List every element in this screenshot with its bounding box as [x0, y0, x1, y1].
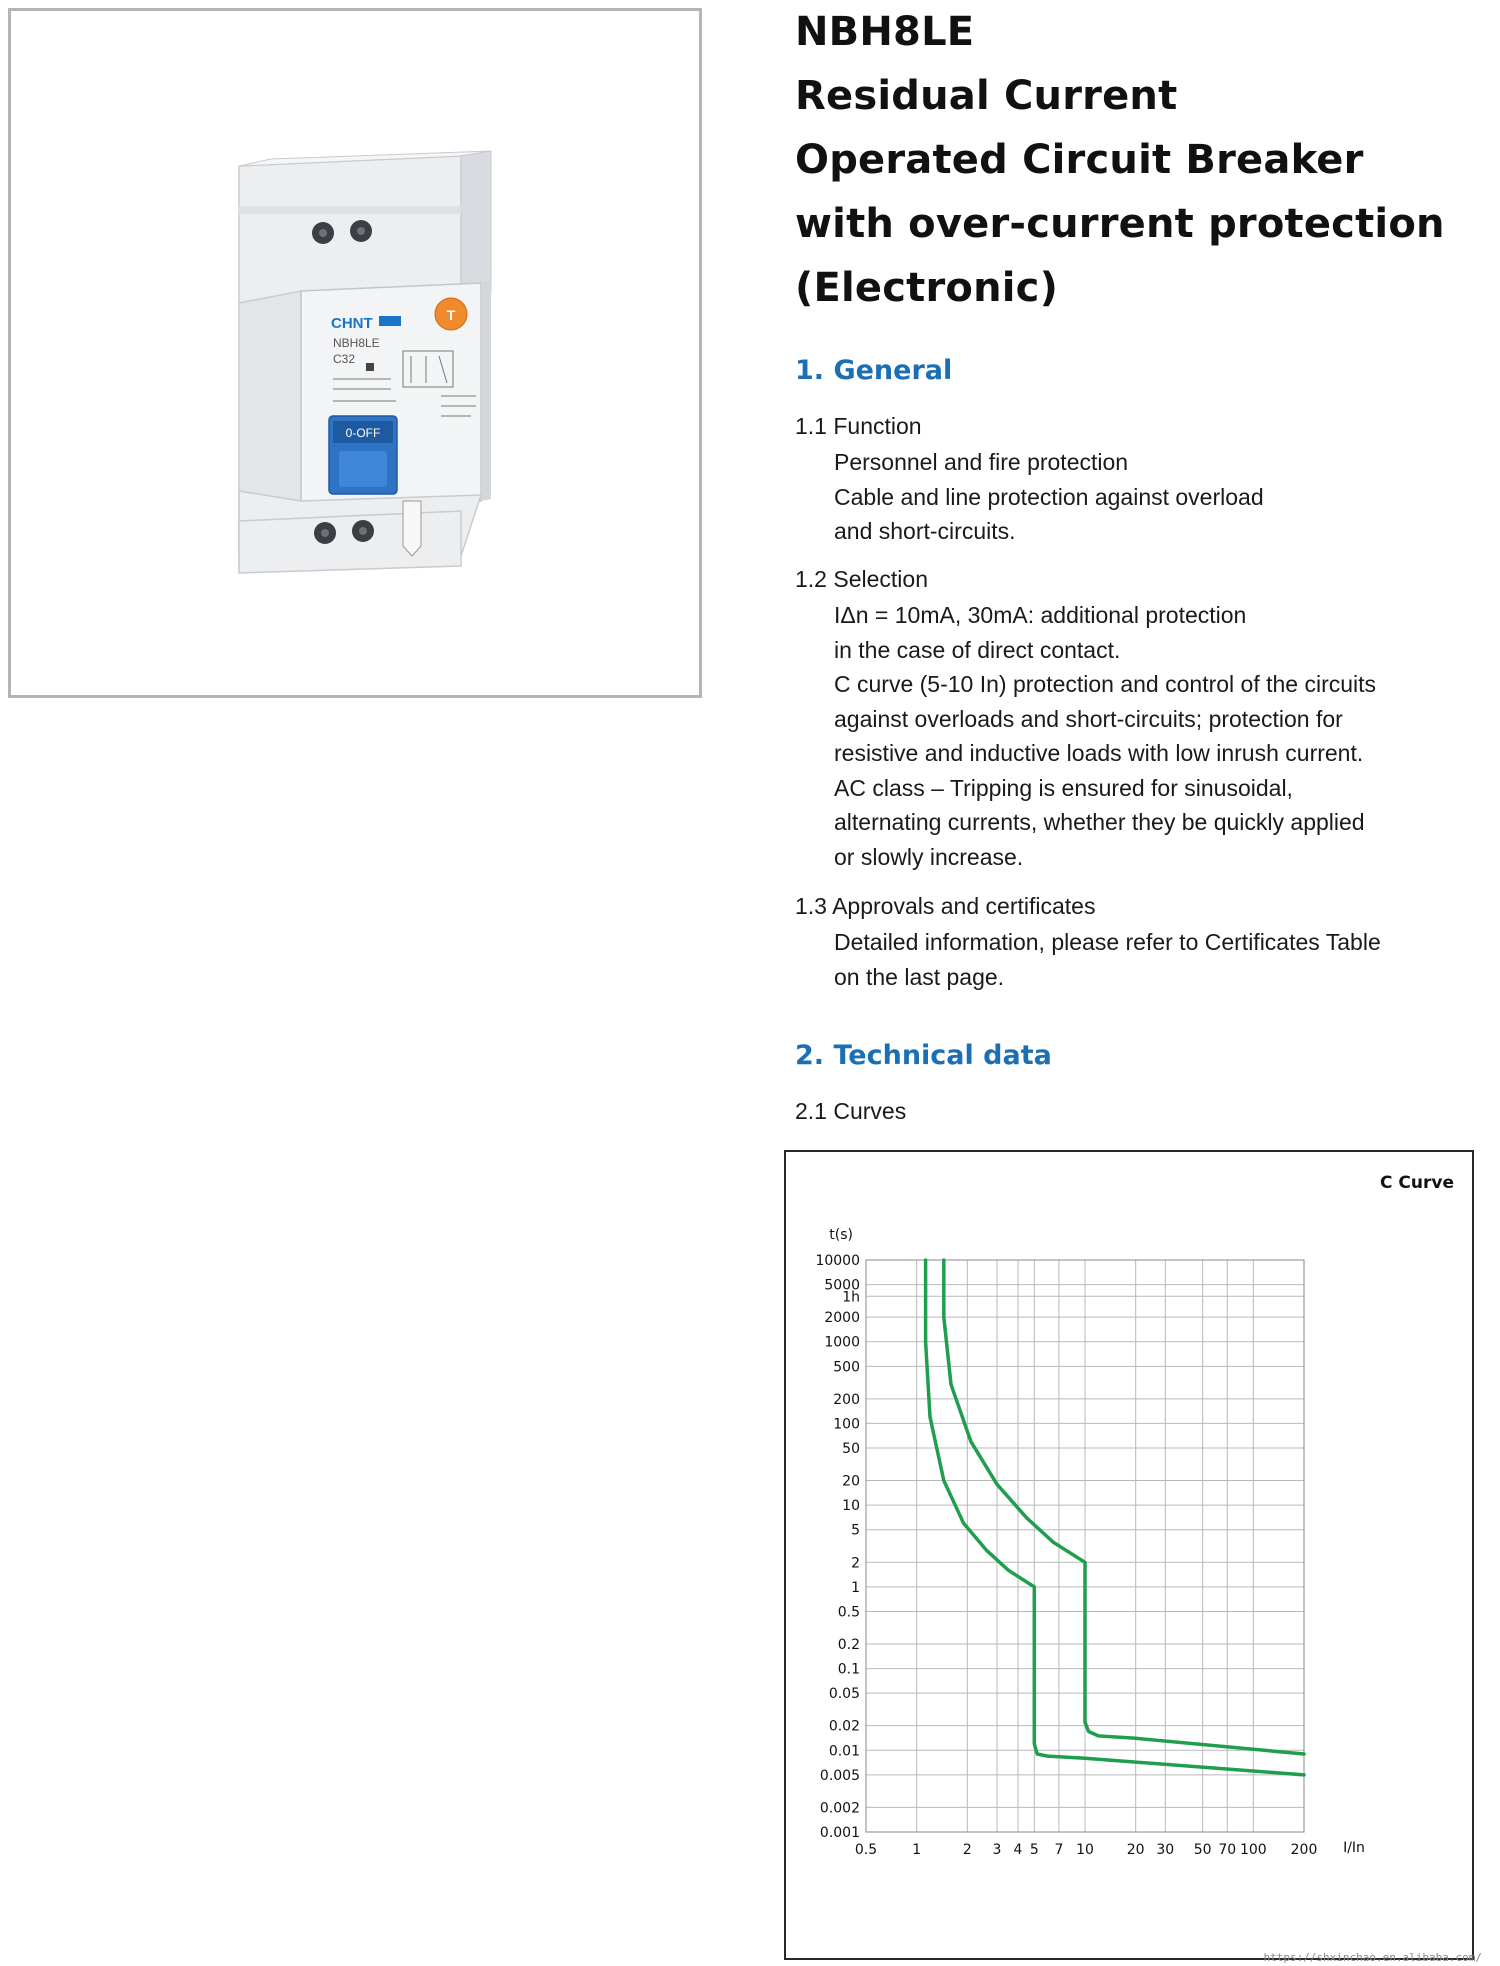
y-tick-label: 0.05 — [828, 1686, 860, 1703]
photo-model: NBH8LE — [333, 336, 380, 350]
y-tick-label: 1000 — [824, 1334, 860, 1351]
paragraph-selection — [834, 598, 1474, 874]
title-line: NBH8LE — [795, 9, 975, 55]
y-tick-label: 0.1 — [837, 1661, 860, 1678]
y-tick-label: 1h — [842, 1289, 860, 1306]
product-photo — [11, 11, 699, 695]
photo-handle-label: 0-OFF — [345, 426, 381, 440]
y-tick-label: 500 — [833, 1359, 860, 1376]
y-tick-label: 20 — [842, 1473, 860, 1490]
paragraph-function — [834, 445, 1474, 549]
y-tick-label: 5 — [851, 1522, 860, 1539]
y-tick-label: 2 — [851, 1555, 860, 1572]
y-tick-label: 2000 — [824, 1310, 860, 1327]
x-tick-label: 3 — [992, 1842, 1002, 1858]
section-heading-technical: 2. Technical data — [795, 1040, 1052, 1071]
y-tick-label: 50 — [842, 1441, 860, 1458]
x-tick-label: 10 — [1076, 1842, 1094, 1858]
subheading-selection: 1.2 Selection — [795, 566, 928, 592]
text-line: or slowly increase. — [834, 843, 1024, 870]
photo-rating: C32 — [333, 352, 356, 366]
y-tick-label: 0.002 — [819, 1800, 860, 1817]
x-tick-label: 100 — [1239, 1842, 1267, 1858]
text-line: and short-circuits. — [834, 518, 1016, 544]
chart-frame — [784, 1150, 1474, 1960]
subheading-approvals: 1.3 Approvals and certificates — [795, 893, 1096, 919]
y-tick-label: 5000 — [824, 1277, 860, 1294]
text-line: Cable and line protection against overload — [834, 483, 1264, 510]
y-tick-label: 200 — [833, 1391, 860, 1408]
x-tick-label: 50 — [1193, 1842, 1212, 1858]
y-axis-label: t(s) — [829, 1227, 853, 1243]
y-tick-label: 0.005 — [819, 1767, 860, 1784]
y-tick-label: 0.02 — [828, 1718, 860, 1735]
y-tick-label: 0.2 — [837, 1636, 860, 1653]
text-line: Personnel and fire protection — [834, 449, 1129, 475]
y-tick-label: 10000 — [815, 1253, 860, 1269]
product-photo-frame — [8, 8, 702, 698]
y-tick-label: 0.01 — [828, 1743, 860, 1760]
x-tick-label: 7 — [1054, 1842, 1064, 1858]
section-heading-general: 1. General — [795, 355, 953, 386]
x-tick-label: 5 — [1029, 1842, 1039, 1858]
x-tick-label: 70 — [1218, 1842, 1237, 1858]
x-tick-label: 4 — [1013, 1842, 1023, 1858]
text-line: against overloads and short-circuits; protection for — [834, 705, 1343, 732]
text-line: alternating currents, whether they be quickly applied — [834, 809, 1365, 835]
x-tick-label: 0.5 — [854, 1842, 878, 1858]
y-tick-label: 0.001 — [819, 1825, 860, 1841]
x-tick-label: 2 — [962, 1842, 972, 1858]
c-curve-chart — [786, 1152, 1472, 1958]
subheading-function: 1.1 Function — [795, 413, 922, 439]
y-tick-label: 0.5 — [837, 1604, 860, 1621]
title-line: with over-current protection — [795, 201, 1445, 247]
text-line: IΔn = 10mA, 30mA: additional protection — [834, 602, 1247, 628]
title-line: (Electronic) — [795, 265, 1059, 311]
y-tick-label: 100 — [833, 1416, 860, 1433]
text-line: C curve (5-10 In) protection and control of the circuits — [834, 671, 1377, 697]
photo-brand: CHNT — [331, 315, 373, 332]
title-line: Operated Circuit Breaker — [795, 137, 1364, 183]
text-line: on the last page. — [834, 963, 1005, 990]
series-line-1 — [926, 1260, 1304, 1775]
x-axis-label: I/In — [1343, 1840, 1365, 1856]
text-line: resistive and inductive loads with low inrush current. — [834, 740, 1364, 766]
x-tick-label: 200 — [1290, 1842, 1318, 1858]
subheading-curves: 2.1 Curves — [795, 1098, 907, 1124]
svg-text:T: T — [446, 307, 456, 323]
y-tick-label: 10 — [842, 1498, 860, 1515]
x-tick-label: 20 — [1126, 1842, 1145, 1858]
chart-title: C Curve — [1380, 1173, 1454, 1193]
text-line: AC class – Tripping is ensured for sinusoidal, — [834, 774, 1293, 801]
y-tick-label: 1 — [851, 1579, 860, 1596]
text-line: in the case of direct contact. — [834, 636, 1121, 663]
paragraph-approvals — [834, 925, 1474, 994]
page-title — [795, 0, 1445, 320]
x-tick-label: 1 — [912, 1842, 922, 1858]
text-line: Detailed information, please refer to Certificates Table — [834, 929, 1381, 955]
series-line-2 — [944, 1260, 1304, 1754]
x-tick-label: 30 — [1156, 1842, 1175, 1858]
footer-url: https://shxinchao.en.alibaba.com/ — [1263, 1951, 1482, 1964]
title-line: Residual Current — [795, 73, 1178, 119]
